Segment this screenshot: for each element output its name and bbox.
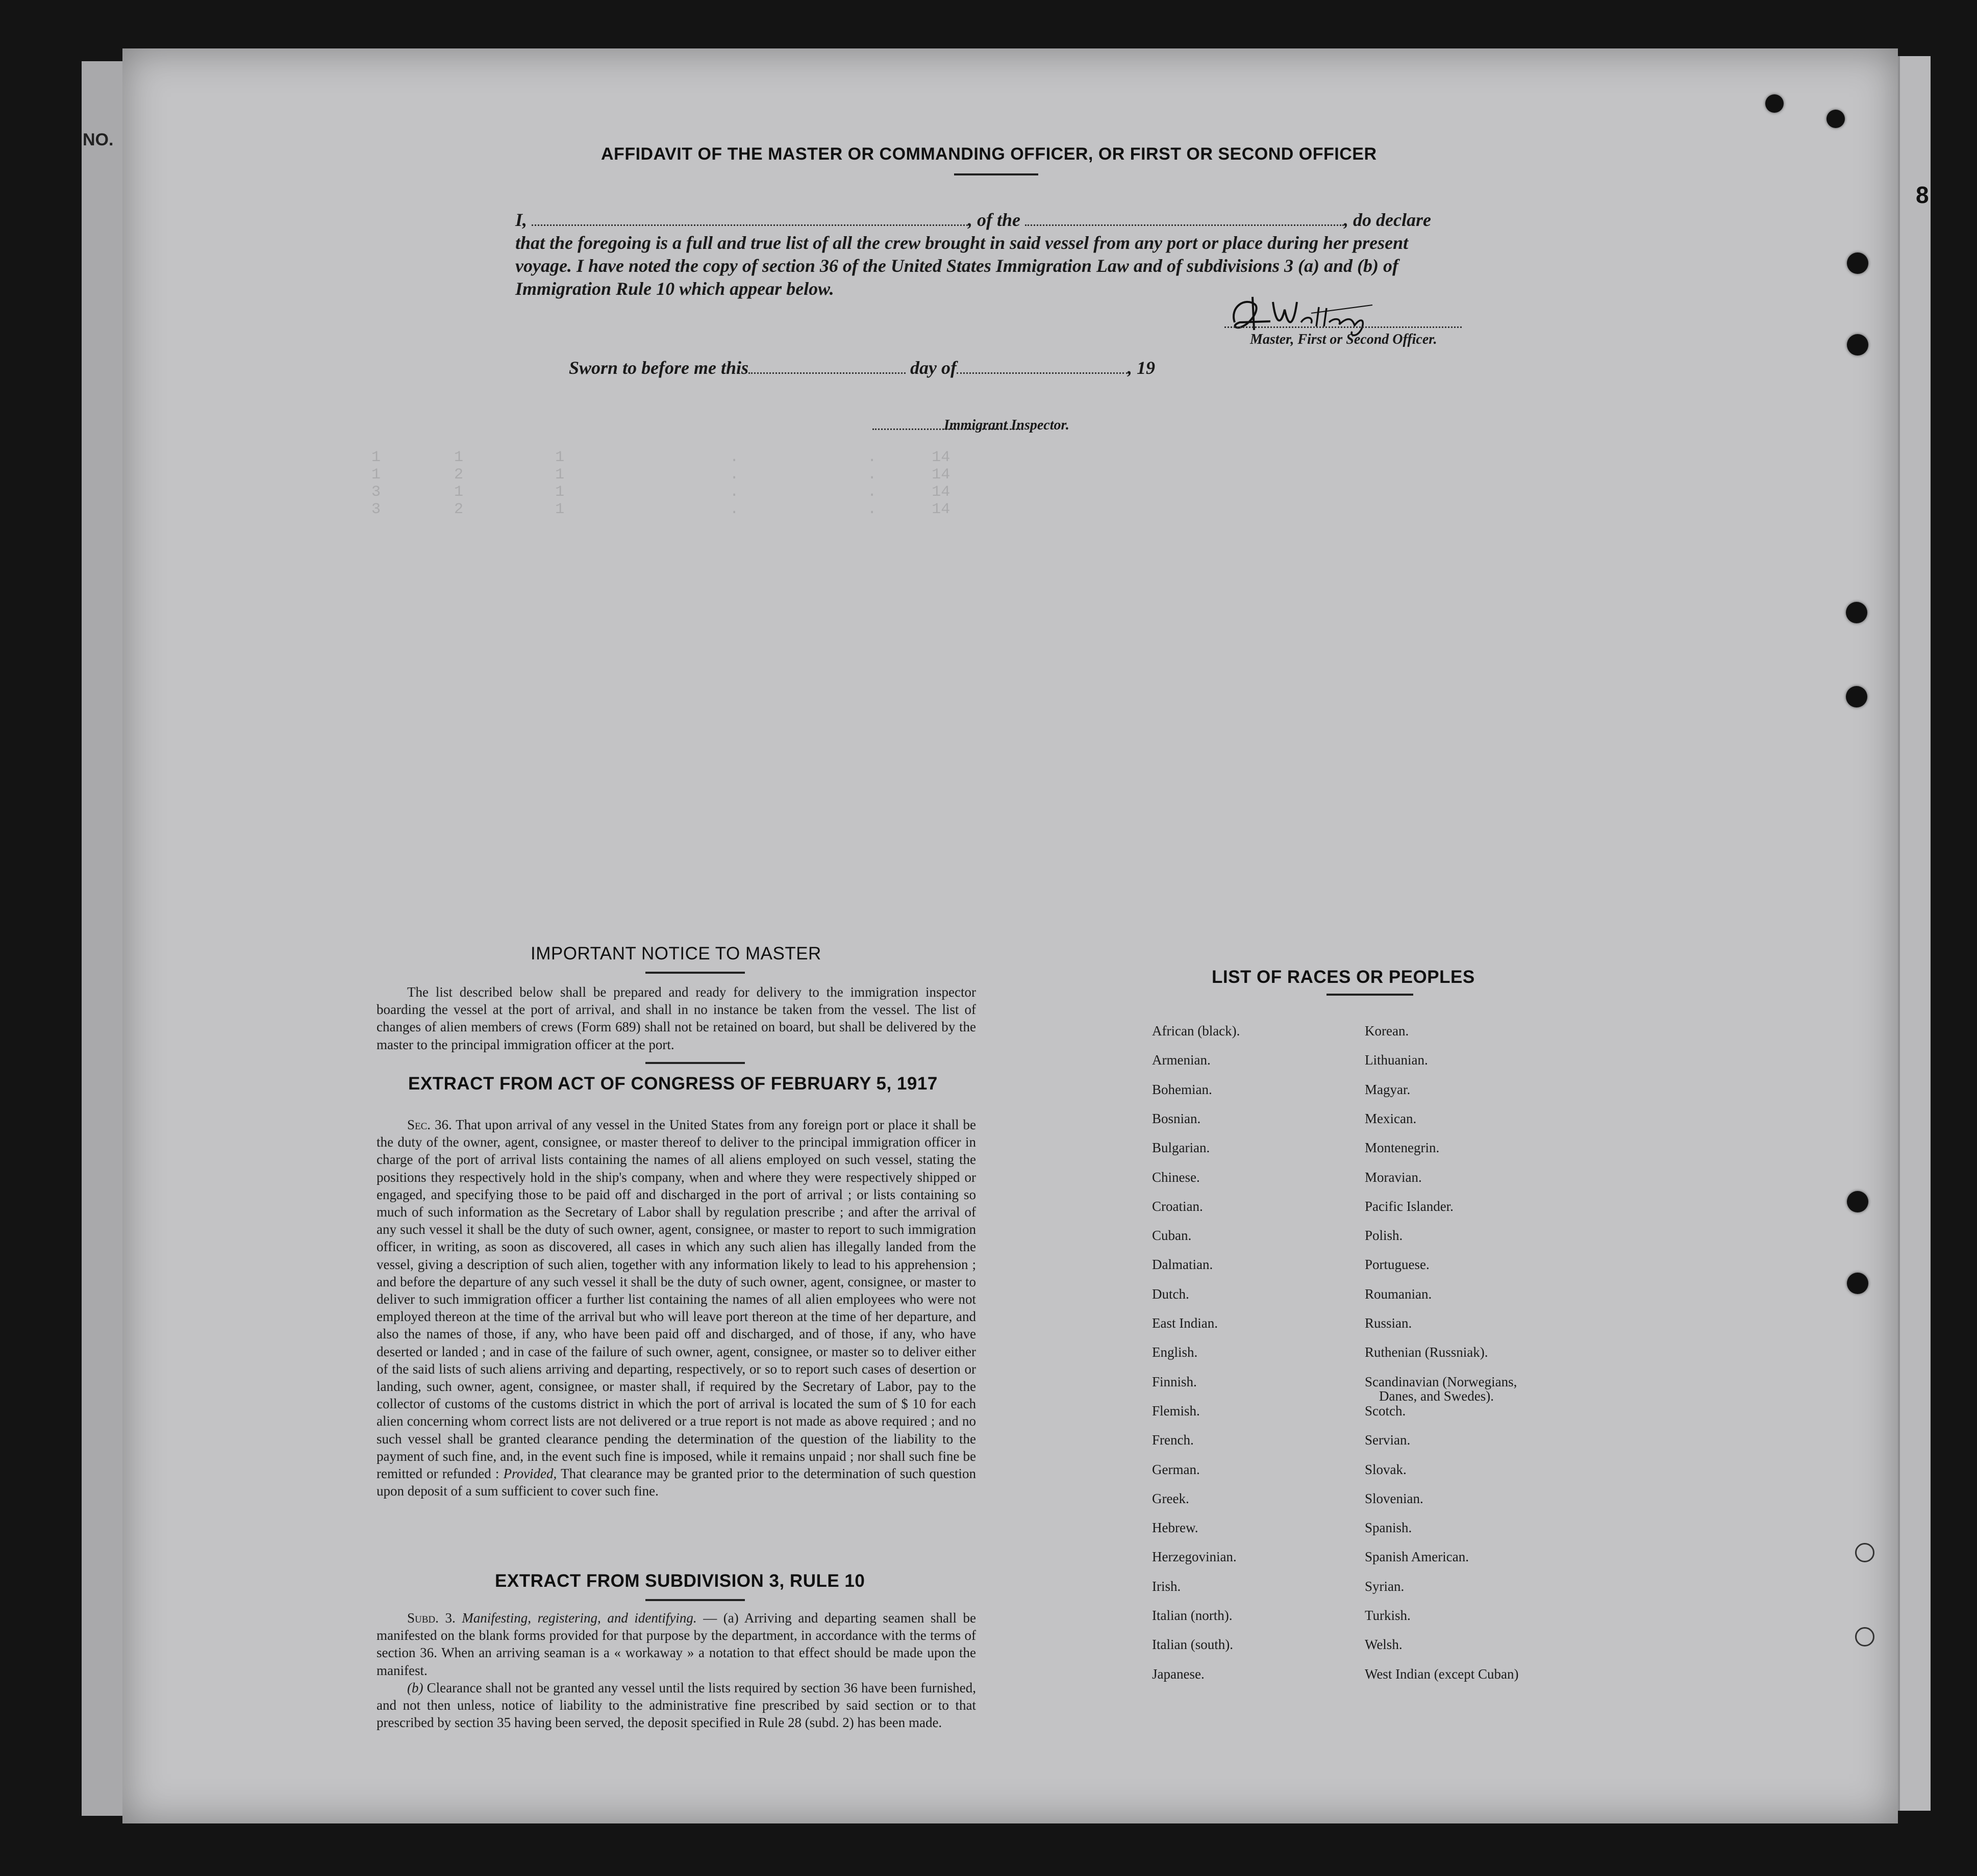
section-36-body: That upon arrival of any vessel in the United States from any foreign port or place it shall be the duty of the owner, agent, consignee, or master thereof to deliver to the principal immigration officer in charge of the port of arrival lists containing the names of all aliens employed on such vessel, stating the positions they respectively hold in the ship's company, when and where they were respectively shipped or engaged, and specifying those to be paid off and discharged in the port of arrival ; or lists containing so much of such information as the Secretary of Labor shall by regulation prescribe ; and after the arrival of any such vessel it shall be the duty of such owner, agent, consignee, or master to report to such immigration officer, in writing, as soon as discovered, all cases in which any such alien has illegally landed from the vessel, giving a description of such alien, together with any information likely to lead to his apprehension ; and before the departure of any such vessel it shall be the duty of such owner, agent, consignee, or master to deliver to such immigration officer a further list containing the names of all alien employees who were not employed thereon at the time of the arrival but who will leave port thereon at the time of her departure, and also the names of those, if any, who have been paid off and discharged, and of those, if any, who have deserted or landed ; and in case of the failure of such owner, agent, consignee, or master so to deliver either of the said lists of such aliens arriving and departing, respectively, or so to report such cases of desertion or landing, such owner, agent, consignee, or master shall, if required by the Secretary of Labor, pay to the collector of customs of the customs district in which the port of arrival is located the sum of $ 10 for each alien concerning whom correct lists are not delivered or a true report is not made as above required ; and no such vessel shall be granted clearance pending the determination of the question of the liability to the payment of such fine, and, in the event such fine is imposed, while it remains unpaid ; nor shall such fine be remitted or refunded : — [377, 1117, 976, 1482]
races-title: LIST OF RACES OR PEOPLES — [1212, 967, 1475, 987]
section-label: Sec. 36. — [407, 1117, 452, 1132]
bleed-through-text: 1 1 1 . . 14 1 2 1 . . 14 3 1 1 . . 14 3 2 1 . . 14 — [371, 449, 950, 518]
race-item: Moravian. — [1365, 1169, 1422, 1185]
subd-label: Subd. 3. — [407, 1610, 456, 1626]
signature-caption: Master, First or Second Officer. — [1250, 332, 1437, 347]
vessel-blank[interactable] — [1025, 224, 1344, 226]
punch-hole — [1846, 686, 1867, 707]
sworn-label: Sworn to before me this — [569, 358, 749, 378]
section-36-end: That clearance may be granted prior to the determination of such question upon deposit of a sum sufficient to cover such fine. — [377, 1466, 977, 1499]
race-item: Italian (south). — [1152, 1637, 1233, 1653]
punch-hole-ring — [1855, 1627, 1874, 1646]
race-item: Chinese. — [1152, 1169, 1200, 1185]
punch-hole — [1846, 602, 1867, 623]
race-item: Slovak. — [1365, 1461, 1407, 1477]
race-item: Korean. — [1365, 1023, 1409, 1038]
punch-hole — [1847, 1191, 1868, 1212]
adjacent-page-strip — [82, 61, 122, 1816]
race-item: Portuguese. — [1365, 1257, 1430, 1273]
race-item: Danes, and Swedes). — [1379, 1388, 1494, 1404]
race-item: Herzegovinian. — [1152, 1549, 1237, 1565]
i-label: I, — [515, 210, 528, 230]
day-of-label: day of — [910, 358, 957, 378]
race-item: English. — [1152, 1345, 1198, 1360]
race-item: Scandinavian (Norwegians, — [1365, 1374, 1517, 1389]
races-rule — [1327, 994, 1413, 996]
race-item: Finnish. — [1152, 1374, 1197, 1389]
para-b: Clearance shall not be granted any vessel until the lists required by section 36 have been furnished, and not then unless, notice of liability to the administrative fine prescribed by said section or to that prescribed by section 35 having been served, the deposit specified in Rule 28 (subd. 2) has been made. — [377, 1680, 976, 1731]
race-item: Magyar. — [1365, 1081, 1411, 1097]
para-b-label: (b) — [407, 1680, 423, 1695]
race-item: Spanish. — [1365, 1520, 1412, 1536]
race-item: Welsh. — [1365, 1637, 1403, 1653]
race-item: Flemish. — [1152, 1403, 1200, 1418]
affidavit-line-3: voyage. I have noted the copy of section 36 of the United States Immigration Law and of subdivisions 3 (a) and (b) of — [515, 256, 1398, 276]
right-margin-mark: 8 — [1916, 182, 1930, 208]
sworn-month-blank[interactable] — [957, 372, 1128, 374]
race-item: Armenian. — [1152, 1052, 1211, 1068]
sworn-line — [569, 357, 1155, 378]
section-36-text — [377, 1116, 976, 1500]
race-item: Slovenian. — [1365, 1490, 1423, 1506]
notice-title: IMPORTANT NOTICE TO MASTER — [531, 944, 821, 964]
race-item: Polish. — [1365, 1228, 1403, 1244]
rule-extract-rule — [645, 1599, 745, 1601]
race-item: Scotch. — [1365, 1403, 1406, 1418]
rule-extract-title: EXTRACT FROM SUBDIVISION 3, RULE 10 — [495, 1571, 865, 1591]
affidavit-line-4: Immigration Rule 10 which appear below. — [515, 278, 834, 299]
notice-bottom-rule — [645, 1062, 745, 1064]
affidavit-title: AFFIDAVIT OF THE MASTER OR COMMANDING OFFICER, OR FIRST OR SECOND OFFICER — [601, 144, 1377, 164]
para-a: — (a) Arriving and departing seamen shall be manifested on the blank forms provided for that purpose by the department, in accordance with the terms of section 36. When an arriving seaman is a « workaway » a notation to that effect should be made upon the manifest. — [377, 1610, 976, 1678]
race-item: Bohemian. — [1152, 1081, 1212, 1097]
race-item: African (black). — [1152, 1023, 1240, 1038]
race-item: Italian (north). — [1152, 1608, 1233, 1623]
punch-hole — [1847, 334, 1868, 356]
page-edge — [1898, 56, 1931, 1811]
do-declare-label: , do declare — [1344, 210, 1431, 230]
year-label: , 19 — [1128, 358, 1156, 378]
race-item: Roumanian. — [1365, 1286, 1432, 1302]
manifest-page — [122, 48, 1898, 1823]
race-item: Syrian. — [1365, 1578, 1405, 1594]
subd-heading: Manifesting, registering, and identifying. — [462, 1610, 697, 1626]
race-item: Ruthenian (Russniak). — [1365, 1345, 1488, 1360]
race-item: Japanese. — [1152, 1666, 1205, 1682]
race-item: German. — [1152, 1461, 1200, 1477]
race-item: Bulgarian. — [1152, 1140, 1210, 1156]
race-item: Cuban. — [1152, 1228, 1192, 1244]
race-item: French. — [1152, 1432, 1194, 1448]
of-the-label: , of the — [968, 210, 1021, 230]
punch-hole — [1847, 1273, 1868, 1294]
race-item: Hebrew. — [1152, 1520, 1198, 1536]
affidavit-line-1 — [515, 209, 1431, 231]
race-item: West Indian (except Cuban) — [1365, 1666, 1519, 1682]
race-item: Turkish. — [1365, 1608, 1411, 1623]
sworn-day-blank[interactable] — [748, 372, 906, 374]
race-item: Dutch. — [1152, 1286, 1189, 1302]
affidavit-line-2: that the foregoing is a full and true list of all the crew brought in said vessel from any port or place during her present — [515, 233, 1409, 253]
race-item: Croatian. — [1152, 1198, 1203, 1214]
race-item: Irish. — [1152, 1578, 1181, 1594]
provided-label: Provided, — [503, 1466, 557, 1482]
race-item: Pacific Islander. — [1365, 1198, 1454, 1214]
race-item: Russian. — [1365, 1315, 1412, 1331]
punch-hole-ring — [1855, 1543, 1874, 1562]
race-item: Montenegrin. — [1365, 1140, 1440, 1156]
act-extract-title: EXTRACT FROM ACT OF CONGRESS OF FEBRUARY 5, 1917 — [408, 1074, 938, 1094]
signature-line — [1224, 326, 1462, 328]
race-item: East Indian. — [1152, 1315, 1218, 1331]
race-item: Spanish American. — [1365, 1549, 1469, 1565]
race-item: Dalmatian. — [1152, 1257, 1213, 1273]
name-blank[interactable] — [532, 224, 968, 226]
punch-hole — [1765, 94, 1784, 113]
subdivision-3-text — [377, 1609, 976, 1731]
inspector-caption: Immigrant Inspector. — [944, 417, 1069, 433]
notice-text: The list described below shall be prepared and ready for delivery to the immigration inspector boarding the vessel at the port of arrival, and shall in no instance be taken from the vessel. The list of changes of alien members of crews (Form 689) shall not be retained on board, but shall be delivered by the master to the principal immigration officer at the port. — [377, 984, 976, 1052]
punch-hole — [1847, 252, 1868, 274]
race-item: Greek. — [1152, 1490, 1189, 1506]
title-rule — [954, 173, 1038, 175]
race-item: Mexican. — [1365, 1110, 1417, 1126]
race-item: Servian. — [1365, 1432, 1411, 1448]
race-item: Bosnian. — [1152, 1110, 1201, 1126]
margin-no-label: NO. — [83, 130, 114, 149]
race-item: Lithuanian. — [1365, 1052, 1428, 1068]
notice-rule — [645, 972, 745, 974]
punch-hole — [1826, 110, 1845, 128]
